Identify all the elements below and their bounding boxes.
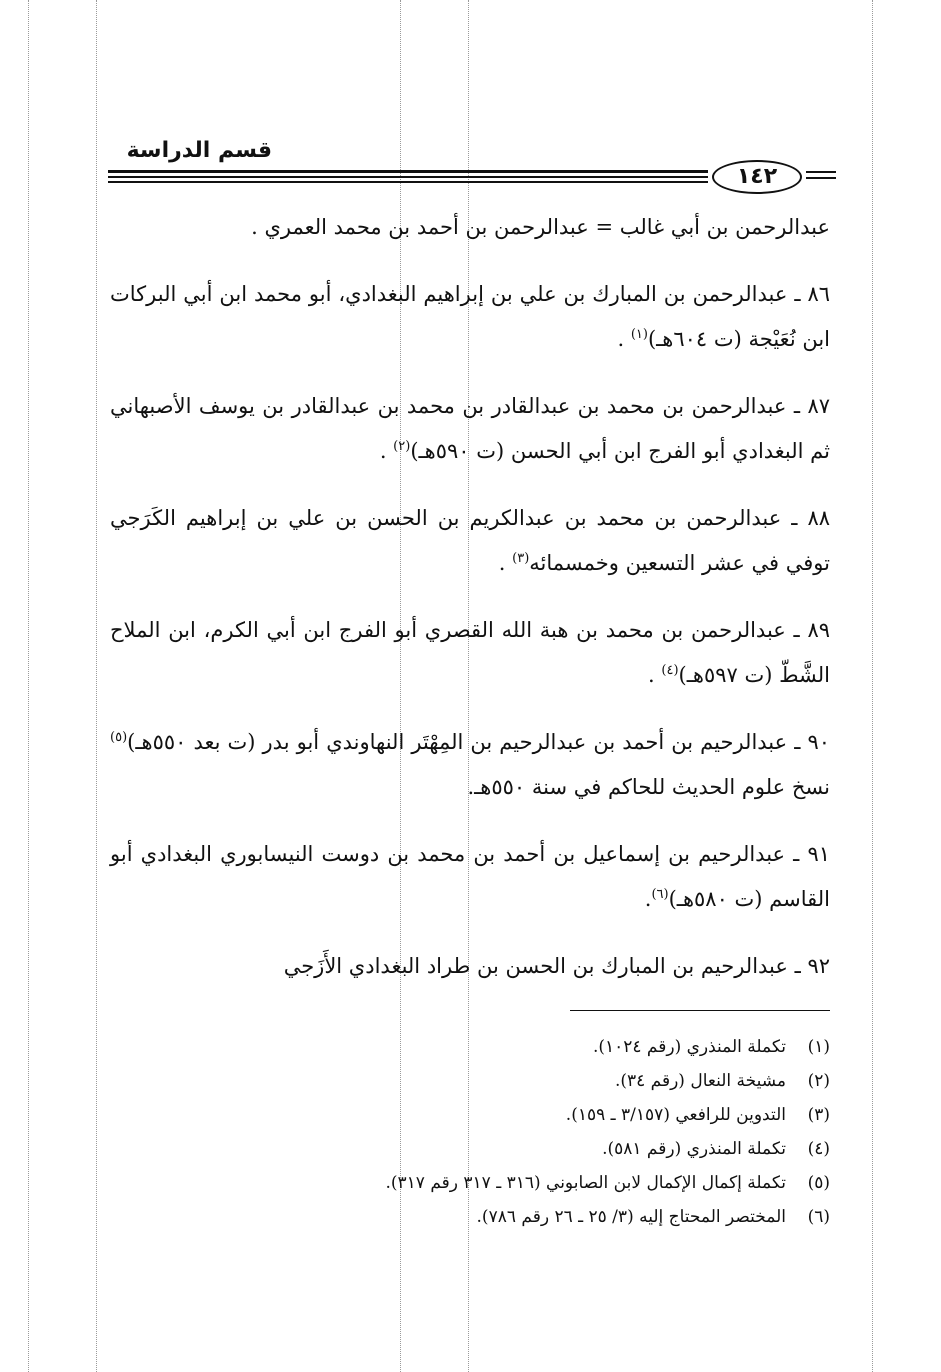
entry bbox=[110, 608, 830, 698]
entry-text: ٩١ ـ عبدالرحيم بن إسماعيل بن أحمد بن محمد بن دوست النيسابوري البغدادي أبو القاسم (ت ٥٨٠هـ) bbox=[110, 842, 830, 911]
entry-tail: . bbox=[498, 551, 513, 575]
footnote-text: المختصر المحتاج إليه (٣/ ٢٥ ـ ٢٦ رقم ٧٨٦). bbox=[476, 1207, 786, 1227]
footnote-text: تكملة إكمال الإكمال لابن الصابوني (٣١٦ ـ ٣١٧ رقم ٣١٧). bbox=[385, 1173, 786, 1193]
footnote-number: (٦) bbox=[807, 1207, 830, 1227]
entry bbox=[110, 272, 830, 362]
entry bbox=[110, 832, 830, 922]
entry-tail: . bbox=[648, 663, 662, 687]
entry-text: ٨٦ ـ عبدالرحمن بن المبارك بن علي بن إبراهيم البغدادي، أبو محمد ابن أبي البركات ابن نُعَيْجة (ت ٦٠٤هـ) bbox=[110, 282, 830, 351]
footnote-marker[interactable]: (٥) bbox=[110, 730, 128, 745]
scan-guide-line bbox=[96, 0, 97, 1372]
footnote-item bbox=[110, 1098, 830, 1132]
footnote-text: تكملة المنذري (رقم ٥٨١). bbox=[602, 1139, 786, 1159]
footnote-number: (٢) bbox=[807, 1071, 830, 1091]
entry-text: ٩٢ ـ عبدالرحيم بن المبارك بن الحسن بن طراد البغدادي الأَزَجي bbox=[283, 954, 830, 978]
footnote-item bbox=[110, 1132, 830, 1166]
page-number: ١٤٢ bbox=[712, 160, 802, 194]
entry-tail: . bbox=[617, 327, 631, 351]
entry-text: ٨٩ ـ عبدالرحمن بن محمد بن هبة الله القصري أبو الفرج ابن أبي الكرم، ابن الملاح الشَّطّ (ت ٥٩٧هـ) bbox=[110, 618, 830, 687]
entry bbox=[110, 720, 830, 810]
footnote-text: التدوين للرافعي (٣/١٥٧ ـ ١٥٩). bbox=[565, 1105, 786, 1125]
footnote-number: (٣) bbox=[807, 1105, 830, 1125]
footnote-number: (١) bbox=[807, 1037, 830, 1057]
entry bbox=[110, 205, 830, 250]
scan-guide-line bbox=[28, 0, 29, 1372]
footnote-separator bbox=[570, 1010, 830, 1011]
entry-text: عبدالرحمن بن أبي غالب = عبدالرحمن بن أحمد بن محمد العمري . bbox=[251, 215, 830, 239]
entry-text: ٨٨ ـ عبدالرحمن بن محمد بن عبدالكريم بن الحسن بن علي بن إبراهيم الكَرَجي توفي في عشر التسعين وخمسمائه bbox=[110, 506, 830, 575]
scan-guide-line bbox=[872, 0, 873, 1372]
footnote-number: (٤) bbox=[807, 1139, 830, 1159]
footnote-marker[interactable]: (١) bbox=[630, 327, 648, 342]
entry-text: ٨٧ ـ عبدالرحمن بن محمد بن عبدالقادر بن محمد بن عبدالقادر بن يوسف الأصبهاني ثم البغدادي أبو الفرج ابن أبي الحسن (ت ٥٩٠هـ) bbox=[110, 394, 830, 463]
entry bbox=[110, 496, 830, 586]
footnote-number: (٥) bbox=[807, 1173, 830, 1193]
footnote-item bbox=[110, 1200, 830, 1234]
section-title: قسم الدراسة bbox=[126, 138, 272, 163]
header-rule bbox=[108, 170, 708, 186]
entry-tail: . bbox=[379, 439, 394, 463]
entry-tail: نسخ علوم الحديث للحاكم في سنة ٥٥٠هـ. bbox=[467, 775, 830, 799]
footnote-marker[interactable]: (٤) bbox=[661, 663, 679, 678]
footnote-item bbox=[110, 1166, 830, 1200]
entry bbox=[110, 384, 830, 474]
entry-tail: . bbox=[644, 887, 652, 911]
footnote-item bbox=[110, 1030, 830, 1064]
footnote-marker[interactable]: (٢) bbox=[393, 439, 411, 454]
footnote-marker[interactable]: (٣) bbox=[512, 551, 530, 566]
entry-text: ٩٠ ـ عبدالرحيم بن أحمد بن عبدالرحيم بن المِهْتَر النهاوندي أبو بدر (ت بعد ٥٥٠هـ) bbox=[127, 730, 830, 754]
footnote-item bbox=[110, 1064, 830, 1098]
entry bbox=[110, 944, 830, 989]
footnote-marker[interactable]: (٦) bbox=[651, 887, 669, 902]
page-number-rule bbox=[806, 171, 836, 183]
main-text bbox=[110, 205, 830, 1011]
footnote-text: تكملة المنذري (رقم ١٠٢٤). bbox=[592, 1037, 786, 1057]
footnotes bbox=[110, 1030, 830, 1234]
footnote-text: مشيخة النعال (رقم ٣٤). bbox=[614, 1071, 786, 1091]
